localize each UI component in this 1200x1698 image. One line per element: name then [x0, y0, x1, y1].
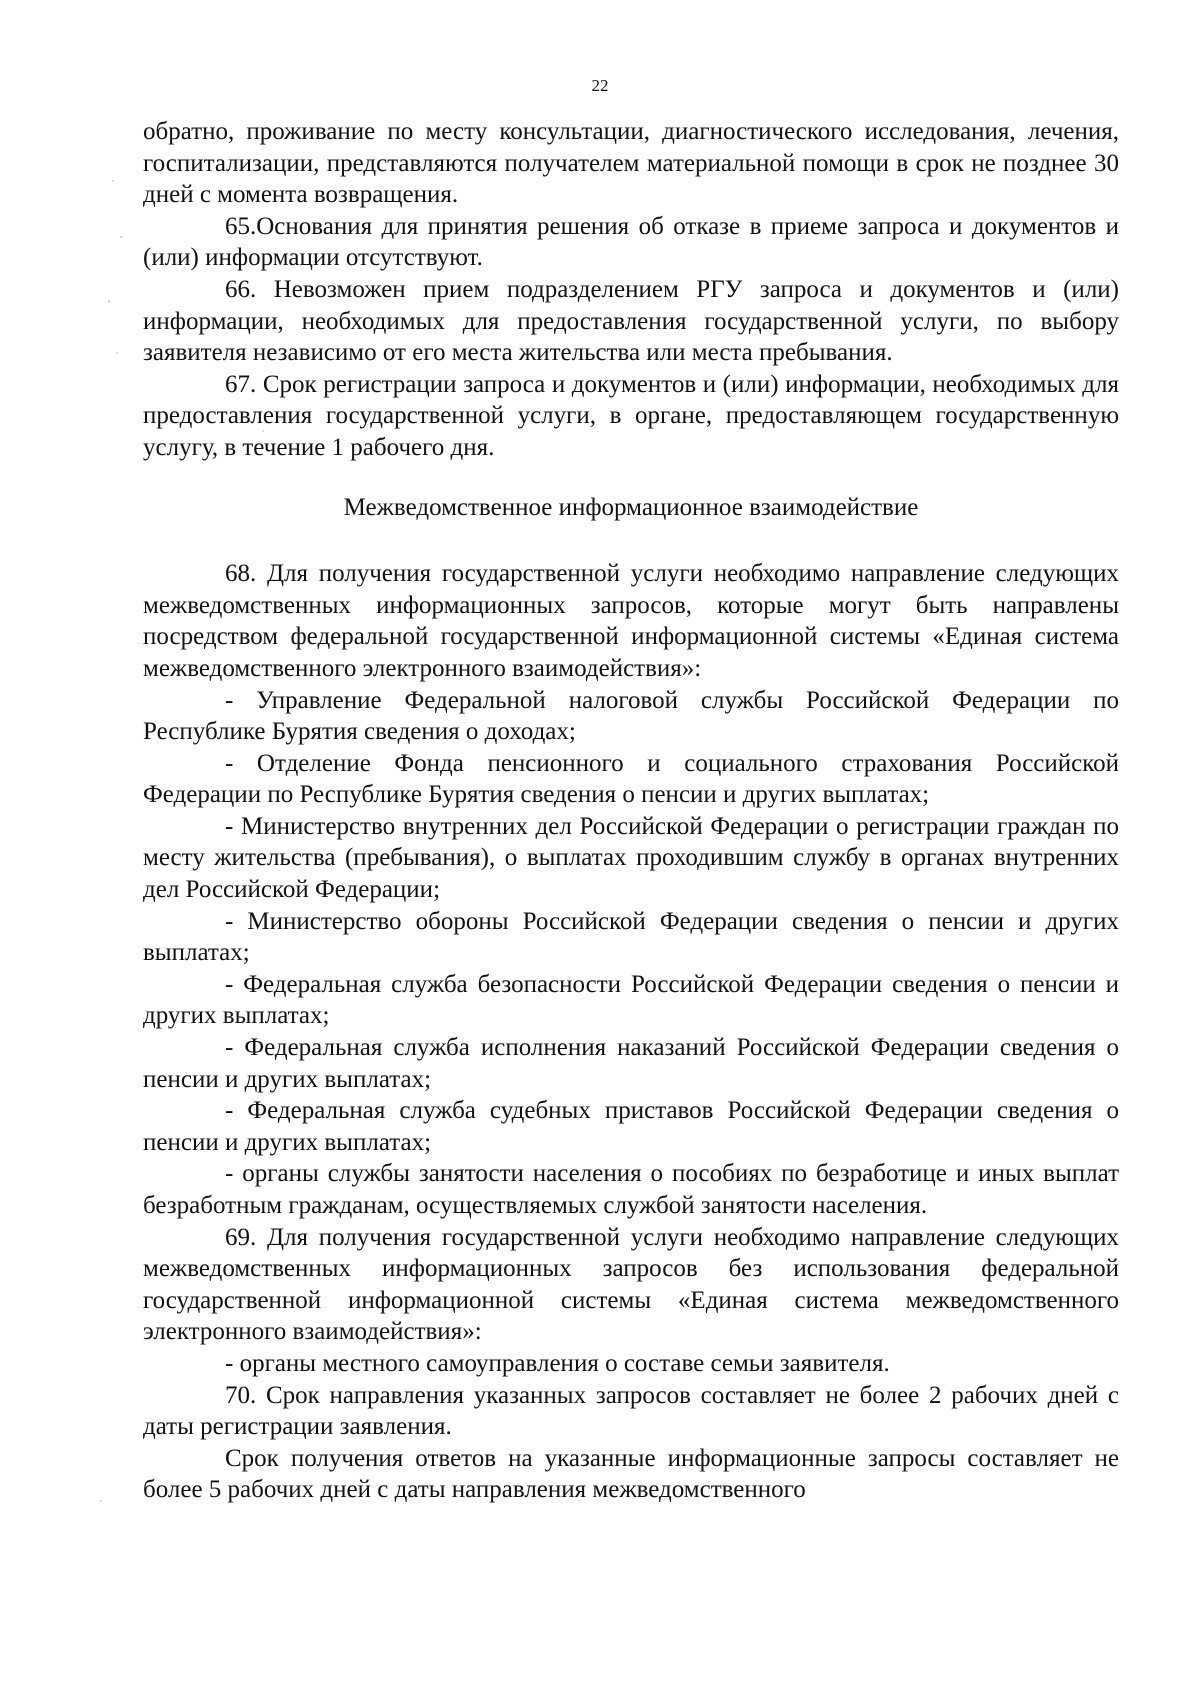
- paragraph-68: 68. Для получения государственной услуги необходимо направление следующих межведомственных информационных запросов, которые могут быть направлены посредством федеральной государственной информационной системы «Единая система межведомственного электронного взаимодействия»:: [143, 560, 1119, 682]
- section-heading: Межведомственное информационное взаимодействие: [343, 493, 919, 521]
- paragraph-66: 66. Невозможен прием подразделением РГУ запроса и документов и (или) информации, необходимых для предоставления государственной услуги, по выбору заявителя независимо от его места жительства или места пребывания.: [143, 275, 1119, 367]
- scan-artifact: [120, 236, 123, 238]
- document-body: [143, 116, 1119, 1506]
- paragraph-70-continuation: Срок получения ответов на указанные информационные запросы составляет не более 5 рабочих дней с даты направления межведомственного: [143, 1444, 1119, 1504]
- paragraph-67: 67. Срок регистрации запроса и документов и (или) информации, необходимых для предоставления государственной услуги, в органе, предоставляющем государственную услугу, в течение 1 рабочего дня.: [143, 370, 1119, 461]
- list-item: - Федеральная служба безопасности Российской Федерации сведения о пенсии и других выплатах;: [143, 970, 1119, 1030]
- list-item: - Управление Федеральной налоговой службы Российской Федерации по Республике Бурятия сведения о доходах;: [143, 686, 1119, 746]
- scan-artifact: [116, 352, 118, 354]
- list-item: - Отделение Фонда пенсионного и социального страхования Российской Федерации по Республике Бурятия сведения о пенсии и других выплатах;: [143, 749, 1119, 809]
- list-item: - Федеральная служба исполнения наказаний Российской Федерации сведения о пенсии и других выплатах;: [143, 1034, 1119, 1093]
- page-number: 22: [591, 76, 609, 95]
- list-item: - органы местного самоуправления о составе семьи заявителя.: [225, 1349, 890, 1377]
- list-item: - Министерство обороны Российской Федерации сведения о пенсии и других выплатах;: [143, 907, 1119, 967]
- scan-artifact: [108, 300, 110, 303]
- paragraph-continuation: обратно, проживание по месту консультации, диагностического исследования, лечения, госпитализации, представляются получателем материальной помощи в срок не позднее 30 дней с момента возвращения.: [143, 118, 1119, 209]
- list-item: - органы службы занятости населения о пособиях по безработице и иных выплат безработным гражданам, осуществляемых службой занятости населения.: [143, 1160, 1119, 1219]
- paragraph-69: 69. Для получения государственной услуги необходимо направление следующих межведомственных информационных запросов без использования федеральной государственной информационной системы «Единая система межведомственного электронного взаимодействия»:: [143, 1223, 1119, 1346]
- paragraph-65: 65.Основания для принятия решения об отказе в приеме запроса и документов и (или) информации отсутствуют.: [143, 212, 1119, 272]
- scan-artifact: [112, 180, 114, 182]
- list-item: - Министерство внутренних дел Российской Федерации о регистрации граждан по месту жительства (пребывания), о выплатах проходившим службу в органах внутренних дел Российской Федерации;: [143, 812, 1119, 904]
- list-item: - Федеральная служба судебных приставов Российской Федерации сведения о пенсии и других выплатах;: [143, 1097, 1119, 1156]
- paragraph-70: 70. Срок направления указанных запросов составляет не более 2 рабочих дней с даты регистрации заявления.: [143, 1381, 1119, 1441]
- scan-artifact: [100, 1500, 102, 1502]
